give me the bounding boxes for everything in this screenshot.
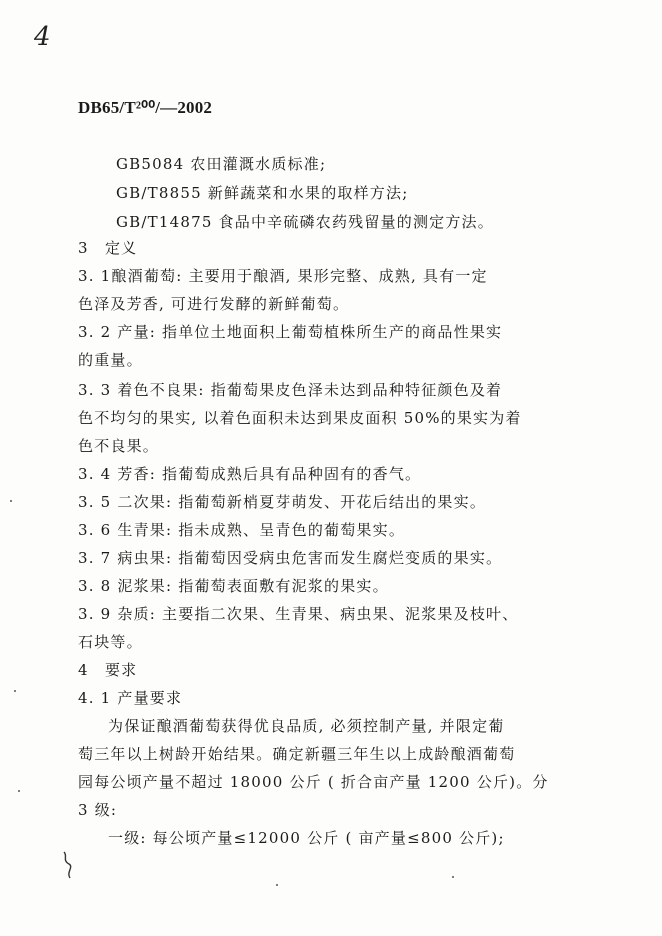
section-heading: 3 定义 [78, 239, 138, 257]
definition-line: 色泽及芳香, 可进行发酵的新鲜葡萄。 [78, 295, 350, 313]
scan-speck [10, 500, 12, 502]
definition-line: 3. 5 二次果: 指葡萄新梢夏芽萌发、开花后结出的果实。 [78, 493, 487, 511]
reference-line: GB/T14875 食品中辛硫磷农药残留量的测定方法。 [116, 213, 494, 231]
definition-line: 3. 6 生青果: 指未成熟、呈青色的葡萄果实。 [78, 521, 406, 539]
scan-speck [14, 690, 16, 692]
reference-line: GB/T8855 新鲜蔬菜和水果的取样方法; [116, 184, 409, 202]
subsection-heading: 4. 1 产量要求 [78, 689, 183, 707]
scan-speck [452, 876, 454, 878]
section-heading: 4 要求 [78, 661, 138, 679]
definition-line: 的重量。 [78, 351, 143, 369]
definition-line: 3. 7 病虫果: 指葡萄因受病虫危害而发生腐烂变质的果实。 [78, 549, 503, 567]
definition-line: 石块等。 [78, 633, 143, 651]
handwritten-squiggle-icon [60, 850, 78, 880]
paragraph-line: 萄三年以上树龄开始结果。确定新疆三年生以上成龄酿酒葡萄 [78, 745, 516, 763]
definition-line: 色不均匀的果实, 以着色面积未达到果皮面积 50%的果实为着 [78, 409, 522, 427]
scan-speck [18, 790, 20, 792]
definition-line: 色不良果。 [78, 437, 160, 455]
handwritten-page-mark: 4 [34, 22, 51, 52]
reference-line: GB5084 农田灌溉水质标准; [116, 155, 327, 173]
definition-line: 3. 2 产量: 指单位土地面积上葡萄植株所生产的商品性果实 [78, 323, 503, 341]
paragraph-line: 园每公顷产量不超过 18000 公斤 ( 折合亩产量 1200 公斤)。分 [78, 773, 549, 791]
grade-line: 一级: 每公顷产量≤12000 公斤 ( 亩产量≤800 公斤); [108, 829, 505, 847]
definition-line: 3. 4 芳香: 指葡萄成熟后具有品种固有的香气。 [78, 465, 422, 483]
paragraph-line: 3 级: [78, 801, 118, 819]
definition-line: 3. 9 杂质: 主要指二次果、生青果、病虫果、泥浆果及枝叶、 [78, 605, 519, 623]
definition-line: 3. 3 着色不良果: 指葡萄果皮色泽未达到品种特征颜色及着 [78, 381, 503, 399]
paragraph-line: 为保证酿酒葡萄获得优良品质, 必须控制产量, 并限定葡 [108, 717, 505, 735]
document-code-header: DB65/T²⁰⁰/—2002 [78, 98, 213, 117]
definition-line: 3. 1酿酒葡萄: 主要用于酿酒, 果形完整、成熟, 具有一定 [78, 267, 488, 285]
definition-line: 3. 8 泥浆果: 指葡萄表面敷有泥浆的果实。 [78, 577, 389, 595]
scan-speck [276, 884, 278, 886]
